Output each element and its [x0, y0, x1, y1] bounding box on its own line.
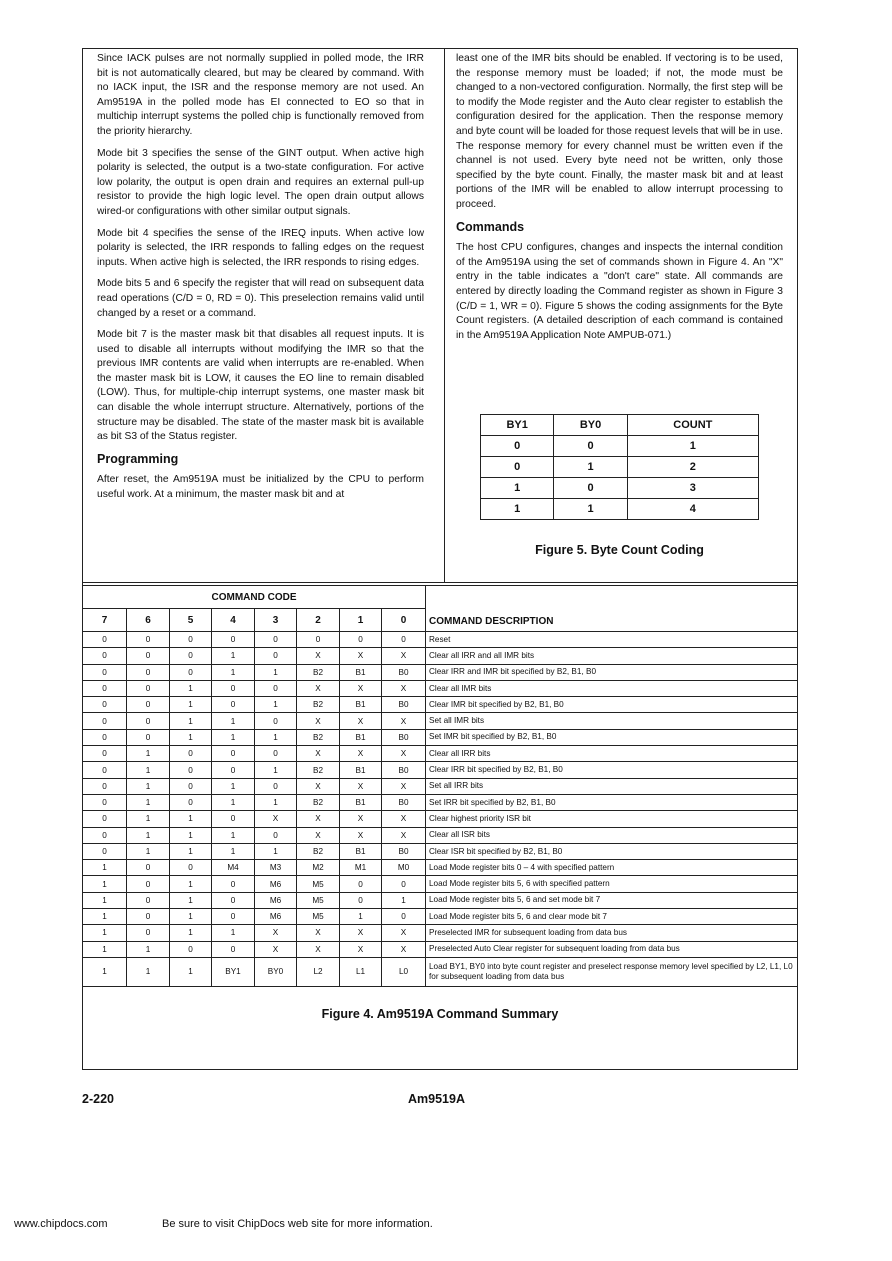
bit-header-cell: 0	[382, 609, 426, 632]
command-bit-cell: L2	[297, 957, 340, 986]
byte-count-row	[481, 436, 759, 457]
byte-count-row	[481, 457, 759, 478]
command-bit-cell: M4	[212, 860, 255, 876]
bit-header-cell: 7	[83, 609, 127, 632]
command-bit-cell: X	[340, 648, 382, 664]
watermark-note: Be sure to visit ChipDocs web site for more information.	[162, 1218, 433, 1230]
command-bit-cell: 1	[170, 957, 212, 986]
command-bit-cell: X	[340, 925, 382, 941]
command-bit-cell: 1	[170, 729, 212, 745]
command-bit-cell: X	[382, 811, 426, 827]
command-bit-cell: 1	[212, 925, 255, 941]
command-bit-cell: X	[382, 746, 426, 762]
command-bit-cell: BY0	[255, 957, 297, 986]
byte-count-cell: 1	[481, 499, 554, 520]
command-bit-cell: 1	[83, 892, 127, 908]
command-description-cell: Load Mode register bits 5, 6 with specified pattern	[426, 876, 798, 892]
byte-count-cell: 1	[554, 457, 627, 478]
bit-header-cell: 2	[297, 609, 340, 632]
command-bit-cell: L1	[340, 957, 382, 986]
command-description-cell: Clear IRR and IMR bit specified by B2, B1, B0	[426, 664, 798, 680]
section-divider	[82, 582, 798, 583]
command-description-header: COMMAND DESCRIPTION	[426, 586, 798, 632]
command-bit-cell: M6	[255, 909, 297, 925]
command-bit-cell: 0	[212, 811, 255, 827]
command-bit-cell: 0	[212, 632, 255, 648]
command-bit-cell: 0	[127, 664, 170, 680]
command-bit-cell: 0	[83, 811, 127, 827]
command-bit-cell: X	[297, 746, 340, 762]
command-row	[83, 729, 798, 745]
command-bit-cell: 1	[212, 794, 255, 810]
command-description-cell: Load BY1, BY0 into byte count register and preselect response memory level specified by L2, L1, L0 for subsequent loading from data bus	[426, 957, 798, 986]
command-row	[83, 762, 798, 778]
command-bit-cell: 0	[255, 680, 297, 696]
command-bit-cell: M5	[297, 876, 340, 892]
command-row	[83, 778, 798, 794]
command-bit-cell: 0	[212, 941, 255, 957]
command-bit-cell: X	[297, 925, 340, 941]
command-code-header: COMMAND CODE	[83, 586, 426, 609]
command-bit-cell: X	[340, 713, 382, 729]
command-description-cell: Set IMR bit specified by B2, B1, B0	[426, 729, 798, 745]
byte-count-cell: 3	[627, 478, 758, 499]
command-bit-cell: 1	[255, 729, 297, 745]
command-bit-cell: X	[382, 925, 426, 941]
command-bit-cell: 0	[382, 909, 426, 925]
command-bit-cell: B2	[297, 762, 340, 778]
command-bit-cell: 1	[83, 957, 127, 986]
command-bit-cell: 0	[382, 876, 426, 892]
right-column	[456, 52, 783, 350]
command-bit-cell: M1	[340, 860, 382, 876]
command-row	[83, 957, 798, 986]
command-bit-cell: X	[382, 713, 426, 729]
byte-count-header-cell: COUNT	[627, 415, 758, 436]
paragraph-mode-bit-4: Mode bit 4 specifies the sense of the IREQ inputs. When active low polarity is selected, the IRR responds to falling edges on the request inputs. When active high is selected, the IRR responds to rising edges.	[97, 227, 424, 268]
command-bit-cell: 0	[83, 794, 127, 810]
command-bit-cell: 1	[255, 794, 297, 810]
column-divider	[444, 48, 445, 582]
command-bit-cell: X	[382, 778, 426, 794]
byte-count-row	[481, 499, 759, 520]
command-bit-cell: B0	[382, 794, 426, 810]
byte-count-cell: 0	[554, 436, 627, 457]
command-bit-cell: 0	[127, 876, 170, 892]
command-bit-cell: 1	[83, 909, 127, 925]
command-bit-cell: B1	[340, 697, 382, 713]
command-bit-cell: 0	[255, 713, 297, 729]
byte-count-cell: 0	[481, 436, 554, 457]
command-row	[83, 648, 798, 664]
command-description-cell: Clear highest priority ISR bit	[426, 811, 798, 827]
command-description-cell: Clear IMR bit specified by B2, B1, B0	[426, 697, 798, 713]
command-bit-cell: B0	[382, 843, 426, 859]
byte-count-header-row	[481, 415, 759, 436]
paragraph-polled-mode: Since IACK pulses are not normally supplied in polled mode, the IRR bit is not automatically cleared, but may be cleared by command. With no IACK input, the ISR and the response memory are not used. An Am9519A in the polled mode has EI connected to EO so that in multichip interrupt systems the polled chip is functionally removed from the priority hierarchy.	[97, 53, 424, 137]
command-bit-cell: 1	[212, 843, 255, 859]
command-description-cell: Clear all ISR bits	[426, 827, 798, 843]
command-bit-cell: X	[382, 648, 426, 664]
command-row	[83, 632, 798, 648]
command-bit-cell: B1	[340, 762, 382, 778]
command-bit-cell: B0	[382, 697, 426, 713]
command-bit-cell: 0	[83, 648, 127, 664]
command-bit-cell: 0	[127, 632, 170, 648]
command-bit-cell: M6	[255, 876, 297, 892]
command-description-cell: Set all IMR bits	[426, 713, 798, 729]
command-bit-cell: 1	[255, 762, 297, 778]
command-bit-cell: B2	[297, 729, 340, 745]
command-bit-cell: 0	[255, 778, 297, 794]
command-bit-cell: 0	[212, 892, 255, 908]
command-bit-cell: 0	[340, 876, 382, 892]
command-bit-cell: L0	[382, 957, 426, 986]
command-bit-cell: 1	[170, 697, 212, 713]
byte-count-cell: 0	[481, 457, 554, 478]
command-bit-cell: 1	[212, 713, 255, 729]
paragraph-programming: After reset, the Am9519A must be initialized by the CPU to perform useful work. At a minimum, the master mask bit and at	[97, 474, 424, 501]
command-bit-cell: 0	[127, 680, 170, 696]
bit-header-cell: 3	[255, 609, 297, 632]
paragraph-mode-bit-3: Mode bit 3 specifies the sense of the GINT output. When active high polarity is selected, the output is a two-state configuration. For active low polarity, the output is open drain and requires an external pull-up resistor to provide the high logic level. The open drain output allows wired-or configurations with other similar output signals.	[97, 147, 424, 217]
command-bit-cell: 1	[127, 762, 170, 778]
paragraph-mode-bit-7: Mode bit 7 is the master mask bit that disables all request inputs. It is used to disable all interrupts without modifying the IMR so that the previous IMR contents are valid when interrupts are re-enabled. When the master mask bit is LOW, it causes the EO line to remain disabled (LOW). Thus, for multiple-chip interrupt systems, one master mask bit can disable the whole interrupt structure. Alternatively, portions of the structure may be disabled. The state of the master mask bit is available as bit S3 of the Status register.	[97, 329, 424, 443]
bit-header-cell: 5	[170, 609, 212, 632]
byte-count-table	[480, 414, 759, 520]
heading-programming: Programming	[97, 451, 179, 466]
command-bit-cell: X	[340, 746, 382, 762]
bit-header-cell: 6	[127, 609, 170, 632]
byte-count-cell: 1	[554, 499, 627, 520]
command-bit-cell: 0	[83, 778, 127, 794]
byte-count-cell: 1	[627, 436, 758, 457]
bit-header-cell: 4	[212, 609, 255, 632]
command-bit-cell: 1	[212, 778, 255, 794]
byte-count-cell: 1	[481, 478, 554, 499]
command-bit-cell: X	[297, 778, 340, 794]
command-row	[83, 680, 798, 696]
command-bit-cell: 0	[127, 697, 170, 713]
command-bit-cell: 0	[127, 713, 170, 729]
figure-5-caption: Figure 5. Byte Count Coding	[535, 543, 704, 557]
command-bit-cell: 0	[83, 697, 127, 713]
command-bit-cell: M6	[255, 892, 297, 908]
byte-count-header-cell: BY1	[481, 415, 554, 436]
command-description-cell: Load Mode register bits 5, 6 and set mode bit 7	[426, 892, 798, 908]
command-row	[83, 811, 798, 827]
command-bit-cell: 1	[127, 746, 170, 762]
command-bit-cell: 0	[340, 892, 382, 908]
command-bit-cell: 0	[382, 632, 426, 648]
command-bit-cell: M5	[297, 892, 340, 908]
figure-4-caption: Figure 4. Am9519A Command Summary	[321, 1007, 559, 1021]
command-bit-cell: 1	[170, 680, 212, 696]
watermark-site-link[interactable]: www.chipdocs.com	[14, 1218, 108, 1230]
command-description-cell: Preselected Auto Clear register for subsequent loading from data bus	[426, 941, 798, 957]
command-row	[83, 941, 798, 957]
command-bit-cell: 1	[255, 843, 297, 859]
command-bit-cell: 0	[83, 664, 127, 680]
command-description-cell: Reset	[426, 632, 798, 648]
command-bit-cell: 1	[127, 957, 170, 986]
left-column	[97, 52, 424, 510]
command-bit-cell: BY1	[212, 957, 255, 986]
command-bit-cell: M2	[297, 860, 340, 876]
command-bit-cell: 0	[83, 746, 127, 762]
command-bit-cell: 0	[170, 941, 212, 957]
command-row	[83, 925, 798, 941]
command-bit-cell: X	[255, 925, 297, 941]
command-bit-cell: X	[382, 941, 426, 957]
bit-header-cell: 1	[340, 609, 382, 632]
command-bit-cell: X	[297, 680, 340, 696]
command-bit-cell: X	[340, 941, 382, 957]
command-bit-cell: M0	[382, 860, 426, 876]
command-bit-cell: 1	[127, 941, 170, 957]
command-bit-cell: X	[340, 811, 382, 827]
command-bit-cell: X	[340, 680, 382, 696]
command-bit-cell: 1	[255, 697, 297, 713]
command-bit-cell: B0	[382, 762, 426, 778]
command-bit-cell: 0	[255, 746, 297, 762]
command-bit-cell: 0	[297, 632, 340, 648]
command-bit-cell: 1	[212, 648, 255, 664]
command-bit-cell: X	[340, 827, 382, 843]
command-bit-cell: 0	[170, 746, 212, 762]
command-bit-cell: 0	[170, 762, 212, 778]
command-bit-cell: 1	[212, 729, 255, 745]
command-row	[83, 860, 798, 876]
command-bit-cell: B2	[297, 664, 340, 680]
command-description-cell: Set IRR bit specified by B2, B1, B0	[426, 794, 798, 810]
command-bit-cell: 1	[127, 778, 170, 794]
byte-count-header-cell: BY0	[554, 415, 627, 436]
command-row	[83, 876, 798, 892]
command-description-cell: Load Mode register bits 5, 6 and clear mode bit 7	[426, 909, 798, 925]
command-description-cell: Clear ISR bit specified by B2, B1, B0	[426, 843, 798, 859]
command-bit-cell: 1	[340, 909, 382, 925]
command-bit-cell: 0	[255, 632, 297, 648]
paragraph-mode-bits-5-6: Mode bits 5 and 6 specify the register that will read on subsequent data read operations (C/D = 0, RD = 0). This preselection remains valid until changed by a reset or a command.	[97, 278, 424, 319]
command-bit-cell: 0	[170, 648, 212, 664]
command-bit-cell: X	[297, 941, 340, 957]
command-bit-cell: X	[382, 827, 426, 843]
command-bit-cell: 0	[212, 762, 255, 778]
command-bit-cell: 1	[170, 811, 212, 827]
command-row	[83, 909, 798, 925]
command-description-cell: Preselected IMR for subsequent loading from data bus	[426, 925, 798, 941]
command-bit-cell: B1	[340, 794, 382, 810]
command-bit-cell: 1	[170, 843, 212, 859]
command-bit-cell: 0	[340, 632, 382, 648]
command-bit-cell: X	[340, 778, 382, 794]
command-bit-cell: 0	[170, 794, 212, 810]
command-description-cell: Set all IRR bits	[426, 778, 798, 794]
command-bit-cell: 0	[83, 729, 127, 745]
command-bit-cell: B2	[297, 843, 340, 859]
command-bit-cell: 0	[255, 648, 297, 664]
command-row	[83, 697, 798, 713]
command-description-cell: Clear all IMR bits	[426, 680, 798, 696]
command-bit-cell: 0	[127, 892, 170, 908]
command-bit-cell: 0	[212, 680, 255, 696]
command-row	[83, 746, 798, 762]
command-bit-cell: B2	[297, 794, 340, 810]
command-bit-cell: 1	[83, 860, 127, 876]
command-bit-cell: X	[297, 713, 340, 729]
command-bit-cell: 0	[127, 909, 170, 925]
command-row	[83, 664, 798, 680]
command-bit-cell: 1	[212, 664, 255, 680]
command-bit-cell: 1	[382, 892, 426, 908]
command-bit-cell: 0	[83, 680, 127, 696]
command-bit-cell: 0	[212, 697, 255, 713]
command-bit-cell: 0	[83, 843, 127, 859]
command-bit-cell: M5	[297, 909, 340, 925]
command-bit-cell: B2	[297, 697, 340, 713]
command-bit-cell: 1	[127, 811, 170, 827]
command-bit-cell: 0	[170, 664, 212, 680]
command-bit-cell: 0	[212, 876, 255, 892]
command-bit-cell: X	[297, 648, 340, 664]
command-bit-cell: 1	[170, 892, 212, 908]
command-bit-cell: 0	[170, 632, 212, 648]
command-bit-cell: X	[297, 827, 340, 843]
command-row	[83, 892, 798, 908]
command-bit-cell: 1	[127, 794, 170, 810]
command-bit-cell: 0	[127, 729, 170, 745]
command-bit-cell: 1	[83, 941, 127, 957]
command-bit-cell: 0	[127, 648, 170, 664]
command-bit-cell: 1	[170, 876, 212, 892]
command-bit-cell: 0	[83, 713, 127, 729]
command-bit-cell: 1	[170, 827, 212, 843]
command-bit-cell: 1	[170, 925, 212, 941]
command-bit-cell: 0	[212, 909, 255, 925]
byte-count-cell: 4	[627, 499, 758, 520]
command-bit-cell: 1	[127, 843, 170, 859]
command-bit-cell: 1	[212, 827, 255, 843]
command-bit-cell: B1	[340, 843, 382, 859]
command-group-header-row	[83, 586, 798, 609]
command-summary-table	[82, 585, 798, 987]
command-bit-cell: 1	[127, 827, 170, 843]
command-description-cell: Load Mode register bits 0 – 4 with specified pattern	[426, 860, 798, 876]
command-bit-cell: B1	[340, 729, 382, 745]
command-bit-cell: 1	[255, 664, 297, 680]
command-bit-cell: 0	[170, 778, 212, 794]
command-bit-cell: 0	[127, 925, 170, 941]
command-bit-cell: 0	[212, 746, 255, 762]
command-bit-cell: X	[255, 941, 297, 957]
command-bit-cell: 0	[170, 860, 212, 876]
command-bit-cell: X	[255, 811, 297, 827]
command-description-cell: Clear IRR bit specified by B2, B1, B0	[426, 762, 798, 778]
command-row	[83, 843, 798, 859]
command-bit-cell: 1	[83, 925, 127, 941]
command-bit-cell: M3	[255, 860, 297, 876]
command-bit-cell: 0	[83, 827, 127, 843]
command-bit-cell: X	[382, 680, 426, 696]
byte-count-cell: 2	[627, 457, 758, 478]
command-bit-cell: 1	[170, 713, 212, 729]
command-bit-cell: B1	[340, 664, 382, 680]
command-row	[83, 794, 798, 810]
command-description-cell: Clear all IRR bits	[426, 746, 798, 762]
byte-count-cell: 0	[554, 478, 627, 499]
command-row	[83, 827, 798, 843]
command-bit-cell: B0	[382, 664, 426, 680]
command-description-cell: Clear all IRR and all IMR bits	[426, 648, 798, 664]
command-bit-cell: 0	[83, 762, 127, 778]
paragraph-commands: The host CPU configures, changes and inspects the internal condition of the Am9519A using the set of commands shown in Figure 4. An "X" entry in the table indicates a "don't care" state. All commands are entered by directly loading the Command register as shown in Figure 3 (C/D = 1, WR = 0). Figure 5 shows the coding assignments for the Byte Count registers. (A detailed description of each command is contained in the Am9519A Application Note AMPUB-071.)	[456, 242, 783, 341]
command-bit-cell: X	[297, 811, 340, 827]
page-number: 2-220	[82, 1092, 114, 1106]
command-bit-cell: 0	[127, 860, 170, 876]
command-bit-cell: 0	[255, 827, 297, 843]
heading-commands: Commands	[456, 219, 525, 234]
paragraph-initialization: least one of the IMR bits should be enabled. If vectoring is to be used, the response memory must be loaded; if not, the mode must be changed to a non-vectored configuration. Normally, the first step will be to modify the Mode register and the Auto clear register to establish the configuration desired for the application. Then the response memory and byte count will be loaded for those request levels that will be in use. The response memory for every channel must be written even if the channel is not used. Every byte need not be written, only those specified by the byte count. Finally, the master mask bit and at least portions of the IMR will be enabled to allow interrupt processing to proceed.	[456, 53, 783, 210]
command-row	[83, 713, 798, 729]
command-bit-cell: 1	[170, 909, 212, 925]
command-bit-cell: 0	[83, 632, 127, 648]
part-name: Am9519A	[408, 1092, 465, 1106]
command-bit-cell: 1	[83, 876, 127, 892]
byte-count-row	[481, 478, 759, 499]
command-bit-cell: B0	[382, 729, 426, 745]
